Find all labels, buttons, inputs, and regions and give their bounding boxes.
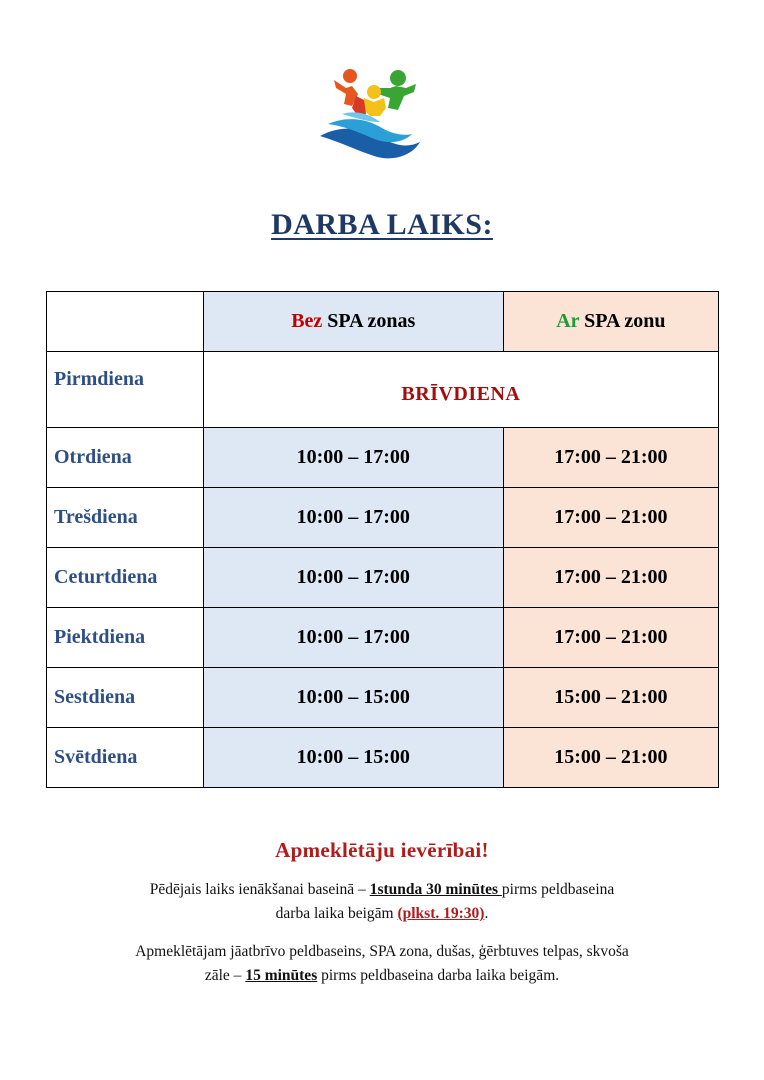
header-with-prefix: Ar [556,310,580,332]
day-cell: Pirmdiena [47,352,204,428]
notice-paragraph-entry [60,878,704,926]
notice-emphasis: 15 minūtes [245,967,318,984]
notice-text: zāle – [204,967,246,984]
table-row [47,728,719,788]
without-spa-time: 10:00 – 17:00 [203,608,503,668]
with-spa-time: 17:00 – 21:00 [503,608,718,668]
notice-text: pirms peldbaseina darba laika beigām. [317,967,560,984]
pool-family-logo [312,58,424,168]
notice-text: darba laika beigām [275,905,398,922]
day-cell: Sestdiena [47,668,204,728]
table-row [47,668,719,728]
notice-emphasis: 1stunda 30 minūtes [369,881,502,898]
with-spa-time: 17:00 – 21:00 [503,488,718,548]
with-spa-time: 17:00 – 21:00 [503,428,718,488]
without-spa-time: 10:00 – 17:00 [203,488,503,548]
day-cell: Trešdiena [47,488,204,548]
day-cell: Svētdiena [47,728,204,788]
without-spa-time: 10:00 – 17:00 [203,548,503,608]
without-spa-time: 10:00 – 15:00 [203,728,503,788]
table-row [47,548,719,608]
table-header-row [47,292,719,352]
header-without-spa [203,292,503,352]
day-cell: Piektdiena [47,608,204,668]
page-title: DARBA LAIKS: [271,208,493,241]
header-with-spa [503,292,718,352]
without-spa-time: 10:00 – 15:00 [203,668,503,728]
with-spa-time: 17:00 – 21:00 [503,548,718,608]
notice-time-emphasis: (plkst. 19:30) [397,905,485,922]
table-row [47,488,719,548]
day-cell: Otrdiena [47,428,204,488]
header-with-rest: SPA zonu [579,310,666,332]
with-spa-time: 15:00 – 21:00 [503,668,718,728]
schedule-table [46,291,719,788]
notice-text: . [484,905,489,922]
holiday-cell: BRĪVDIENA [203,352,718,428]
notice-title: Apmeklētāju ievērībai! [275,838,489,862]
table-row [47,608,719,668]
header-without-rest: SPA zonas [322,310,416,332]
table-row [47,352,719,428]
with-spa-time: 15:00 – 21:00 [503,728,718,788]
notice-text: Apmeklētājam jāatbrīvo peldbaseins, SPA zona, dušas, ģērbtuves telpas, skvoša [135,943,629,960]
table-row [47,428,719,488]
notice-paragraph-exit [60,940,704,988]
without-spa-time: 10:00 – 17:00 [203,428,503,488]
day-cell: Ceturtdiena [47,548,204,608]
notice-text: Pēdējais laiks ienākšanai baseinā – [149,881,370,898]
header-empty-cell [47,292,204,352]
notice-text: pirms peldbaseina [501,881,615,898]
header-without-prefix: Bez [291,310,323,332]
